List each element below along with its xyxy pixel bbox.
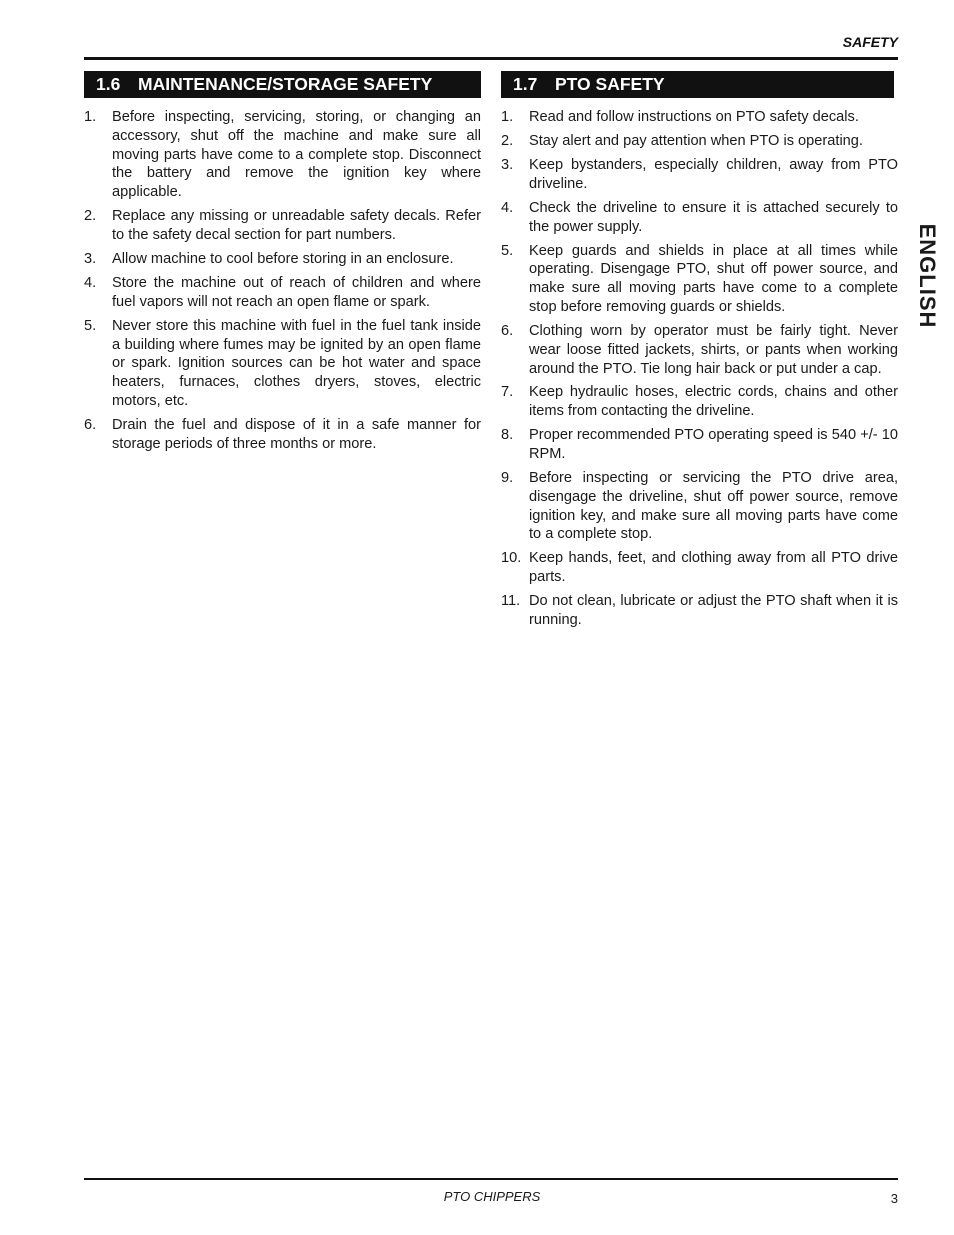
list-item [501,156,898,194]
list-item-number: 5. [501,242,514,259]
list-item [84,250,481,269]
list-item-number: 3. [501,156,514,173]
pto-safety-list [501,108,898,635]
running-head: SAFETY [842,34,898,50]
top-rule [84,57,898,60]
list-item-text: Store the machine out of reach of children and where fuel vapors will not reach an open flame or spark. [112,274,481,310]
list-item-text: Allow machine to cool before storing in an enclosure. [112,250,454,267]
section-heading-pto-safety [501,71,894,98]
list-item [501,426,898,464]
list-item-text: Drain the fuel and dispose of it in a safe manner for storage periods of three months or more. [112,416,481,452]
list-item-text: Stay alert and pay attention when PTO is operating. [529,132,863,149]
list-item-number: 10. [501,550,522,567]
list-item [501,549,898,587]
list-item [84,108,481,202]
list-item-number: 2. [84,208,97,225]
list-item-text: Do not clean, lubricate or adjust the PTO shaft when it is running. [529,593,898,628]
list-item-number: 8. [501,427,514,444]
list-item-text: Before inspecting or servicing the PTO drive area, disengage the driveline, shut off power source, remove ignition key, and make sure all moving parts have come to a complete stop. [529,470,898,543]
list-item [501,242,898,317]
list-item-number: 1. [84,109,97,125]
list-item-text: Keep bystanders, especially children, away from PTO driveline. [529,156,898,192]
list-item-text: Keep hydraulic hoses, electric cords, chains and other items from contacting the driveline. [529,384,898,420]
list-item-number: 5. [84,317,97,334]
list-item [84,207,481,245]
page-number: 3 [890,1191,898,1206]
list-item [84,274,481,312]
list-item-text: Proper recommended PTO operating speed is 540 +/- 10 RPM. [529,427,898,463]
list-item-number: 1. [501,109,514,125]
list-item-text: Clothing worn by operator must be fairly tight. Never wear loose fitted jackets, shirts, or pants when working around the PTO. Tie long hair back or put under a cap. [529,322,898,377]
list-item-number: 3. [84,250,97,267]
list-item [501,108,898,127]
section-heading-maintenance-storage-safety [84,71,481,98]
list-item-text: Before inspecting, servicing, storing, or changing an accessory, shut off the machine and make sure all moving parts have come to a complete stop. Disconnect the battery and remove the ignition key where applicable. [112,109,481,201]
language-side-tab [902,222,952,330]
list-item-number: 7. [501,384,514,401]
section-title: MAINTENANCE/STORAGE SAFETY [138,74,433,94]
list-item [501,383,898,421]
list-item [501,469,898,544]
list-item [84,317,481,411]
section-title: PTO SAFETY [555,74,665,94]
list-item-text: Check the driveline to ensure it is attached securely to the power supply. [529,199,898,235]
section-number: 1.7 [513,74,538,94]
list-item-text: Never store this machine with fuel in the fuel tank inside a building where fumes may be ignited by an open flame or spark. Ignition sources can be hot water and space heaters, furnaces, clothes dryers, stoves, electric motors, etc. [112,317,481,409]
list-item-number: 6. [84,416,97,433]
list-item [501,132,898,151]
list-item [501,592,898,630]
list-item-text: Keep hands, feet, and clothing away from all PTO drive parts. [529,550,898,586]
footer-title: PTO CHIPPERS [443,1189,541,1204]
maintenance-storage-safety-list [84,108,481,459]
list-item-number: 2. [501,132,514,149]
list-item-number: 9. [501,470,514,487]
section-number: 1.6 [96,74,121,94]
list-item [501,199,898,237]
list-item [84,416,481,454]
list-item-number: 11. [501,593,521,610]
list-item-number: 6. [501,322,514,339]
language-label: ENGLISH [915,223,940,329]
list-item-text: Read and follow instructions on PTO safety decals. [529,109,859,125]
list-item-text: Replace any missing or unreadable safety decals. Refer to the safety decal section for part numbers. [112,208,481,243]
list-item [501,322,898,378]
list-item-text: Keep guards and shields in place at all times while operating. Disengage PTO, shut off power source, and make sure all moving parts have come to a complete stop before removing guards or shields. [529,242,898,315]
list-item-number: 4. [84,274,97,291]
list-item-number: 4. [501,199,514,216]
bottom-rule [84,1178,898,1180]
